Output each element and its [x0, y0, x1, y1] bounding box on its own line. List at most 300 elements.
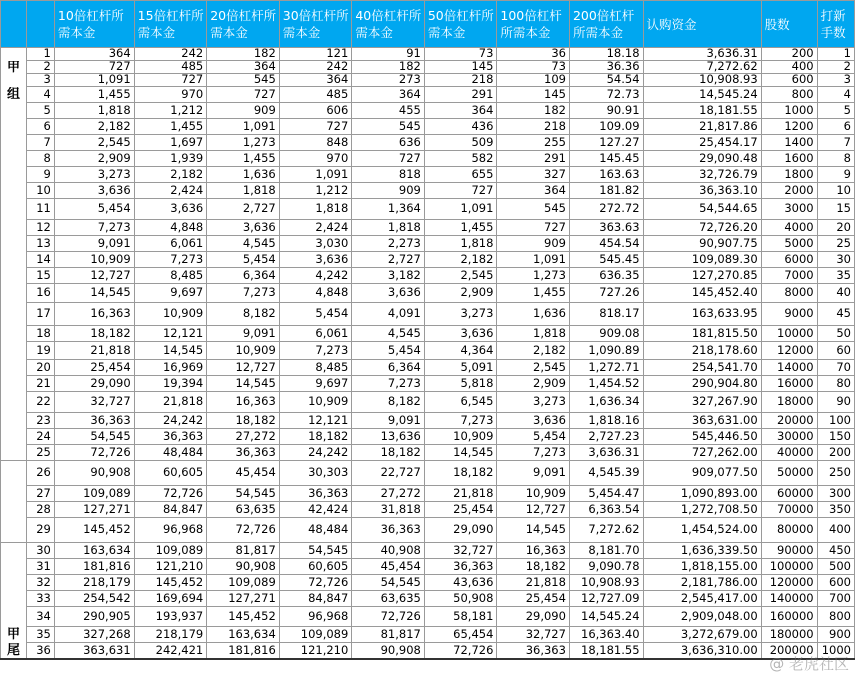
table-cell: 9,091 [54, 236, 134, 252]
table-row [1, 284, 855, 303]
table-cell: 84,847 [134, 502, 207, 518]
table-cell: 45,454 [352, 559, 425, 575]
table-cell: 1,091 [424, 199, 497, 220]
table-cell: 1,272,708.50 [643, 502, 761, 518]
table-cell: 121,210 [279, 643, 352, 659]
table-cell: 7,273 [424, 413, 497, 429]
table-cell: 363.63 [569, 220, 643, 236]
table-cell: 21,818 [134, 392, 207, 413]
table-cell: 1,818 [207, 183, 280, 199]
group-cell [1, 236, 27, 252]
row-number: 31 [26, 559, 54, 575]
table-cell: 727 [424, 183, 497, 199]
table-cell: 7,273 [497, 445, 570, 461]
table-cell: 727.26 [569, 284, 643, 303]
table-cell: 242 [134, 48, 207, 61]
row-number: 11 [26, 199, 54, 220]
table-cell: 63,635 [352, 591, 425, 607]
table-cell: 2,182 [424, 252, 497, 268]
table-cell: 18,181.55 [643, 103, 761, 119]
table-cell: 272.72 [569, 199, 643, 220]
table-cell: 109,089.30 [643, 252, 761, 268]
row-number: 17 [26, 303, 54, 326]
table-cell: 2,909,048.00 [643, 607, 761, 627]
group-cell: 甲 [1, 627, 27, 643]
table-cell: 180000 [761, 627, 817, 643]
table-cell: 1200 [761, 119, 817, 135]
table-cell: 21,818 [424, 486, 497, 502]
table-cell: 1,818 [279, 199, 352, 220]
group-cell: 甲 [1, 61, 27, 74]
table-cell: 545 [207, 74, 280, 87]
table-cell: 48,484 [134, 445, 207, 461]
table-cell: 63,635 [207, 502, 280, 518]
row-number: 19 [26, 342, 54, 360]
table-cell: 8,182 [207, 303, 280, 326]
table-cell: 1000 [817, 643, 854, 659]
column-header: 50倍杠杆所需本金 [424, 1, 497, 48]
group-cell [1, 199, 27, 220]
table-cell: 10,908.93 [643, 74, 761, 87]
table-row [1, 135, 855, 151]
table-cell: 121,210 [134, 559, 207, 575]
table-cell: 2,727 [207, 199, 280, 220]
group-cell [1, 486, 27, 502]
table-cell: 7,272.62 [643, 61, 761, 74]
group-cell [1, 284, 27, 303]
table-cell: 36,363 [279, 486, 352, 502]
table-cell: 72,726 [207, 518, 280, 543]
table-cell: 163.63 [569, 167, 643, 183]
table-cell: 242 [279, 61, 352, 74]
table-cell: 36,363 [207, 445, 280, 461]
table-cell: 6000 [761, 252, 817, 268]
table-cell: 7,273 [352, 376, 425, 392]
column-header [26, 1, 54, 48]
table-cell: 350 [817, 502, 854, 518]
group-cell [1, 252, 27, 268]
table-cell: 545,446.50 [643, 429, 761, 445]
table-cell: 250 [817, 461, 854, 486]
table-cell: 145,452 [207, 607, 280, 627]
table-cell: 8,182 [352, 392, 425, 413]
table-cell: 2,545 [424, 268, 497, 284]
row-number: 23 [26, 413, 54, 429]
table-cell: 1,364 [352, 199, 425, 220]
table-cell: 327,268 [54, 627, 134, 643]
table-cell: 36,363 [497, 643, 570, 659]
table-cell: 21,818 [497, 575, 570, 591]
group-cell [1, 74, 27, 87]
table-cell: 5,454 [207, 252, 280, 268]
table-row [1, 103, 855, 119]
table-cell: 500 [817, 559, 854, 575]
table-cell: 3,273 [54, 167, 134, 183]
table-cell: 18000 [761, 392, 817, 413]
table-cell: 30 [817, 252, 854, 268]
table-cell: 48,484 [279, 518, 352, 543]
table-cell: 7,272.62 [569, 518, 643, 543]
table-cell: 3,636 [424, 326, 497, 342]
table-cell: 182 [352, 61, 425, 74]
table-cell: 73 [497, 61, 570, 74]
table-cell: 1,455 [54, 87, 134, 103]
table-cell: 2,181,786.00 [643, 575, 761, 591]
table-cell: 1,090,893.00 [643, 486, 761, 502]
table-cell: 54.54 [569, 74, 643, 87]
table-cell: 72.73 [569, 87, 643, 103]
table-cell: 84,847 [279, 591, 352, 607]
table-cell: 25,454.17 [643, 135, 761, 151]
table-row [1, 376, 855, 392]
table-cell: 727 [279, 119, 352, 135]
group-cell [1, 376, 27, 392]
table-cell: 150 [817, 429, 854, 445]
table-cell: 455 [352, 103, 425, 119]
table-cell: 3000 [761, 199, 817, 220]
table-cell: 54,545 [352, 575, 425, 591]
table-cell: 636 [352, 135, 425, 151]
table-cell: 9,697 [279, 376, 352, 392]
table-cell: 800 [761, 87, 817, 103]
row-number: 4 [26, 87, 54, 103]
table-cell: 90 [817, 392, 854, 413]
table-cell: 2,424 [134, 183, 207, 199]
table-cell: 109,089 [279, 627, 352, 643]
table-cell: 80 [817, 376, 854, 392]
table-row [1, 303, 855, 326]
table-cell: 1,818,155.00 [643, 559, 761, 575]
table-cell: 636.35 [569, 268, 643, 284]
row-number: 12 [26, 220, 54, 236]
table-cell: 3,636 [207, 220, 280, 236]
row-number: 6 [26, 119, 54, 135]
table-cell: 327,267.90 [643, 392, 761, 413]
table-cell: 54,545 [207, 486, 280, 502]
table-cell: 3,636.31 [643, 48, 761, 61]
group-cell: 组 [1, 87, 27, 103]
table-cell: 163,634 [207, 627, 280, 643]
column-header: 打新手数 [817, 1, 854, 48]
table-row [1, 607, 855, 627]
table-cell: 54,545 [279, 543, 352, 559]
table-cell: 1,273 [497, 268, 570, 284]
table-row [1, 360, 855, 376]
table-cell: 32,727 [424, 543, 497, 559]
group-cell [1, 607, 27, 627]
table-cell: 5 [817, 103, 854, 119]
table-cell: 1,454,524.00 [643, 518, 761, 543]
table-cell: 5,818 [424, 376, 497, 392]
table-cell: 36,363 [424, 559, 497, 575]
table-cell: 255 [497, 135, 570, 151]
table-cell: 5000 [761, 236, 817, 252]
table-cell: 29,090 [497, 607, 570, 627]
row-number: 5 [26, 103, 54, 119]
table-cell: 54,545 [54, 429, 134, 445]
table-cell: 909,077.50 [643, 461, 761, 486]
table-cell: 2,273 [352, 236, 425, 252]
table-cell: 30,303 [279, 461, 352, 486]
row-number: 30 [26, 543, 54, 559]
table-cell: 181,816 [207, 643, 280, 659]
column-header: 40倍杠杆所需本金 [352, 1, 425, 48]
table-cell: 1400 [761, 135, 817, 151]
table-cell: 10 [817, 183, 854, 199]
table-cell: 12,121 [134, 326, 207, 342]
table-cell: 300 [817, 486, 854, 502]
table-cell: 10,909 [134, 303, 207, 326]
table-cell: 3,636,310.00 [643, 643, 761, 659]
table-cell: 4000 [761, 220, 817, 236]
table-cell: 291 [497, 151, 570, 167]
table-cell: 40 [817, 284, 854, 303]
column-header: 20倍杠杆所需本金 [207, 1, 280, 48]
table-row [1, 87, 855, 103]
table-cell: 3,273 [497, 392, 570, 413]
table-cell: 10,909 [54, 252, 134, 268]
table-cell: 145,452.40 [643, 284, 761, 303]
table-cell: 6,364 [352, 360, 425, 376]
table-cell: 364 [352, 87, 425, 103]
table-cell: 18.18 [569, 48, 643, 61]
table-cell: 9 [817, 167, 854, 183]
group-cell [1, 342, 27, 360]
table-cell: 4,848 [134, 220, 207, 236]
table-cell: 72,726 [424, 643, 497, 659]
table-cell: 2,424 [279, 220, 352, 236]
table-row [1, 591, 855, 607]
group-cell [1, 103, 27, 119]
table-cell: 25,454 [54, 360, 134, 376]
group-cell [1, 392, 27, 413]
table-cell: 163,633.95 [643, 303, 761, 326]
table-cell: 90,907.75 [643, 236, 761, 252]
table-cell: 1,273 [207, 135, 280, 151]
table-cell: 14,545 [207, 376, 280, 392]
table-cell: 16000 [761, 376, 817, 392]
group-cell [1, 151, 27, 167]
group-cell [1, 326, 27, 342]
table-cell: 90,908 [54, 461, 134, 486]
table-cell: 127,271 [54, 502, 134, 518]
table-cell: 18,182 [54, 326, 134, 342]
table-cell: 6,363.54 [569, 502, 643, 518]
table-cell: 43,636 [424, 575, 497, 591]
table-cell: 10,909 [207, 342, 280, 360]
table-cell: 60,605 [279, 559, 352, 575]
column-header: 200倍杠杆所需本金 [569, 1, 643, 48]
column-header: 10倍杠杆所需本金 [54, 1, 134, 48]
table-cell: 1,455 [424, 220, 497, 236]
table-cell: 182 [497, 103, 570, 119]
table-cell: 14,545 [134, 342, 207, 360]
table-cell: 545 [497, 199, 570, 220]
table-cell: 1,455 [497, 284, 570, 303]
table-cell: 2,909 [424, 284, 497, 303]
table-row [1, 543, 855, 559]
table-cell: 127,271 [207, 591, 280, 607]
table-cell: 73 [424, 48, 497, 61]
table-cell: 140000 [761, 591, 817, 607]
table-cell: 1,818 [497, 326, 570, 342]
table-cell: 2 [817, 61, 854, 74]
row-number: 36 [26, 643, 54, 659]
group-cell [1, 413, 27, 429]
table-cell: 3,273 [424, 303, 497, 326]
group-cell [1, 461, 27, 486]
row-number: 20 [26, 360, 54, 376]
table-cell: 160000 [761, 607, 817, 627]
row-number: 22 [26, 392, 54, 413]
table-cell: 29,090.48 [643, 151, 761, 167]
table-cell: 9,091 [497, 461, 570, 486]
row-number: 18 [26, 326, 54, 342]
table-cell: 1,636.34 [569, 392, 643, 413]
row-number: 1 [26, 48, 54, 61]
row-number: 2 [26, 61, 54, 74]
table-cell: 54,544.65 [643, 199, 761, 220]
table-cell: 127.27 [569, 135, 643, 151]
table-cell: 36 [497, 48, 570, 61]
table-cell: 818.17 [569, 303, 643, 326]
table-row [1, 445, 855, 461]
table-cell: 40000 [761, 445, 817, 461]
table-cell: 655 [424, 167, 497, 183]
table-cell: 6,061 [279, 326, 352, 342]
row-number: 13 [26, 236, 54, 252]
group-cell [1, 429, 27, 445]
table-cell: 1600 [761, 151, 817, 167]
table-cell: 3,030 [279, 236, 352, 252]
group-cell [1, 518, 27, 543]
table-cell: 3,636 [134, 199, 207, 220]
table-cell: 273 [352, 74, 425, 87]
row-number: 28 [26, 502, 54, 518]
row-number: 21 [26, 376, 54, 392]
table-cell: 1,818 [54, 103, 134, 119]
watermark: @ 老虎社区 [769, 655, 849, 673]
table-cell: 2,545 [497, 360, 570, 376]
table-cell: 3,636 [352, 284, 425, 303]
table-cell: 290,905 [54, 607, 134, 627]
table-cell: 16,363 [497, 543, 570, 559]
table-row [1, 74, 855, 87]
table-cell: 727 [352, 151, 425, 167]
table-cell: 254,542 [54, 591, 134, 607]
table-cell: 254,541.70 [643, 360, 761, 376]
table-cell: 5,454 [279, 303, 352, 326]
table-cell: 109,089 [207, 575, 280, 591]
table-cell: 6,061 [134, 236, 207, 252]
table-cell: 91 [352, 48, 425, 61]
table-row [1, 220, 855, 236]
table-cell: 454.54 [569, 236, 643, 252]
table-cell: 121 [279, 48, 352, 61]
table-cell: 1,697 [134, 135, 207, 151]
table-cell: 50 [817, 326, 854, 342]
table-cell: 145,452 [54, 518, 134, 543]
group-cell [1, 543, 27, 559]
table-cell: 18,181.55 [569, 643, 643, 659]
row-number: 32 [26, 575, 54, 591]
table-cell: 3,636 [279, 252, 352, 268]
table-row [1, 392, 855, 413]
table-cell: 50,908 [424, 591, 497, 607]
table-cell: 16,363 [54, 303, 134, 326]
group-cell: 尾 [1, 643, 27, 659]
table-cell: 1,818 [352, 220, 425, 236]
row-number: 3 [26, 74, 54, 87]
table-cell: 181.82 [569, 183, 643, 199]
table-cell: 81,817 [207, 543, 280, 559]
table-cell: 70 [817, 360, 854, 376]
table-cell: 1,939 [134, 151, 207, 167]
table-cell: 18,182 [279, 429, 352, 445]
table-cell: 10,909 [279, 392, 352, 413]
group-cell [1, 119, 27, 135]
table-cell: 58,181 [424, 607, 497, 627]
table-cell: 29,090 [424, 518, 497, 543]
table-cell: 96,968 [279, 607, 352, 627]
table-cell: 90,908 [207, 559, 280, 575]
table-cell: 14,545 [54, 284, 134, 303]
table-cell: 100 [817, 413, 854, 429]
table-cell: 6 [817, 119, 854, 135]
table-cell: 10,909 [497, 486, 570, 502]
table-cell: 7,273 [134, 252, 207, 268]
table-cell: 2,182 [497, 342, 570, 360]
table-cell: 30000 [761, 429, 817, 445]
table-cell: 72,726 [134, 486, 207, 502]
table-cell: 169,694 [134, 591, 207, 607]
table-cell: 7,273 [279, 342, 352, 360]
table-row [1, 326, 855, 342]
table-row [1, 429, 855, 445]
group-cell [1, 183, 27, 199]
table-cell: 36,363 [54, 413, 134, 429]
table-cell: 40,908 [352, 543, 425, 559]
table-cell: 800 [817, 607, 854, 627]
table-cell: 200 [761, 48, 817, 61]
table-cell: 120000 [761, 575, 817, 591]
table-row [1, 502, 855, 518]
table-cell: 96,968 [134, 518, 207, 543]
group-cell [1, 559, 27, 575]
table-cell: 700 [817, 591, 854, 607]
table-cell: 327 [497, 167, 570, 183]
column-header: 100倍杠杆所需本金 [497, 1, 570, 48]
table-cell: 181,815.50 [643, 326, 761, 342]
table-body [1, 48, 855, 659]
column-header: 15倍杠杆所需本金 [134, 1, 207, 48]
table-cell: 545 [352, 119, 425, 135]
table-cell: 600 [817, 575, 854, 591]
table-cell: 909 [497, 236, 570, 252]
table-cell: 13,636 [352, 429, 425, 445]
group-cell [1, 220, 27, 236]
table-cell: 1000 [761, 103, 817, 119]
table-cell: 450 [817, 543, 854, 559]
table-cell: 8,485 [279, 360, 352, 376]
table-cell: 7,273 [207, 284, 280, 303]
table-cell: 25,454 [424, 502, 497, 518]
table-cell: 10,909 [424, 429, 497, 445]
table-cell: 9000 [761, 303, 817, 326]
table-row [1, 643, 855, 659]
table-cell: 20 [817, 220, 854, 236]
table-cell: 3,636.31 [569, 445, 643, 461]
